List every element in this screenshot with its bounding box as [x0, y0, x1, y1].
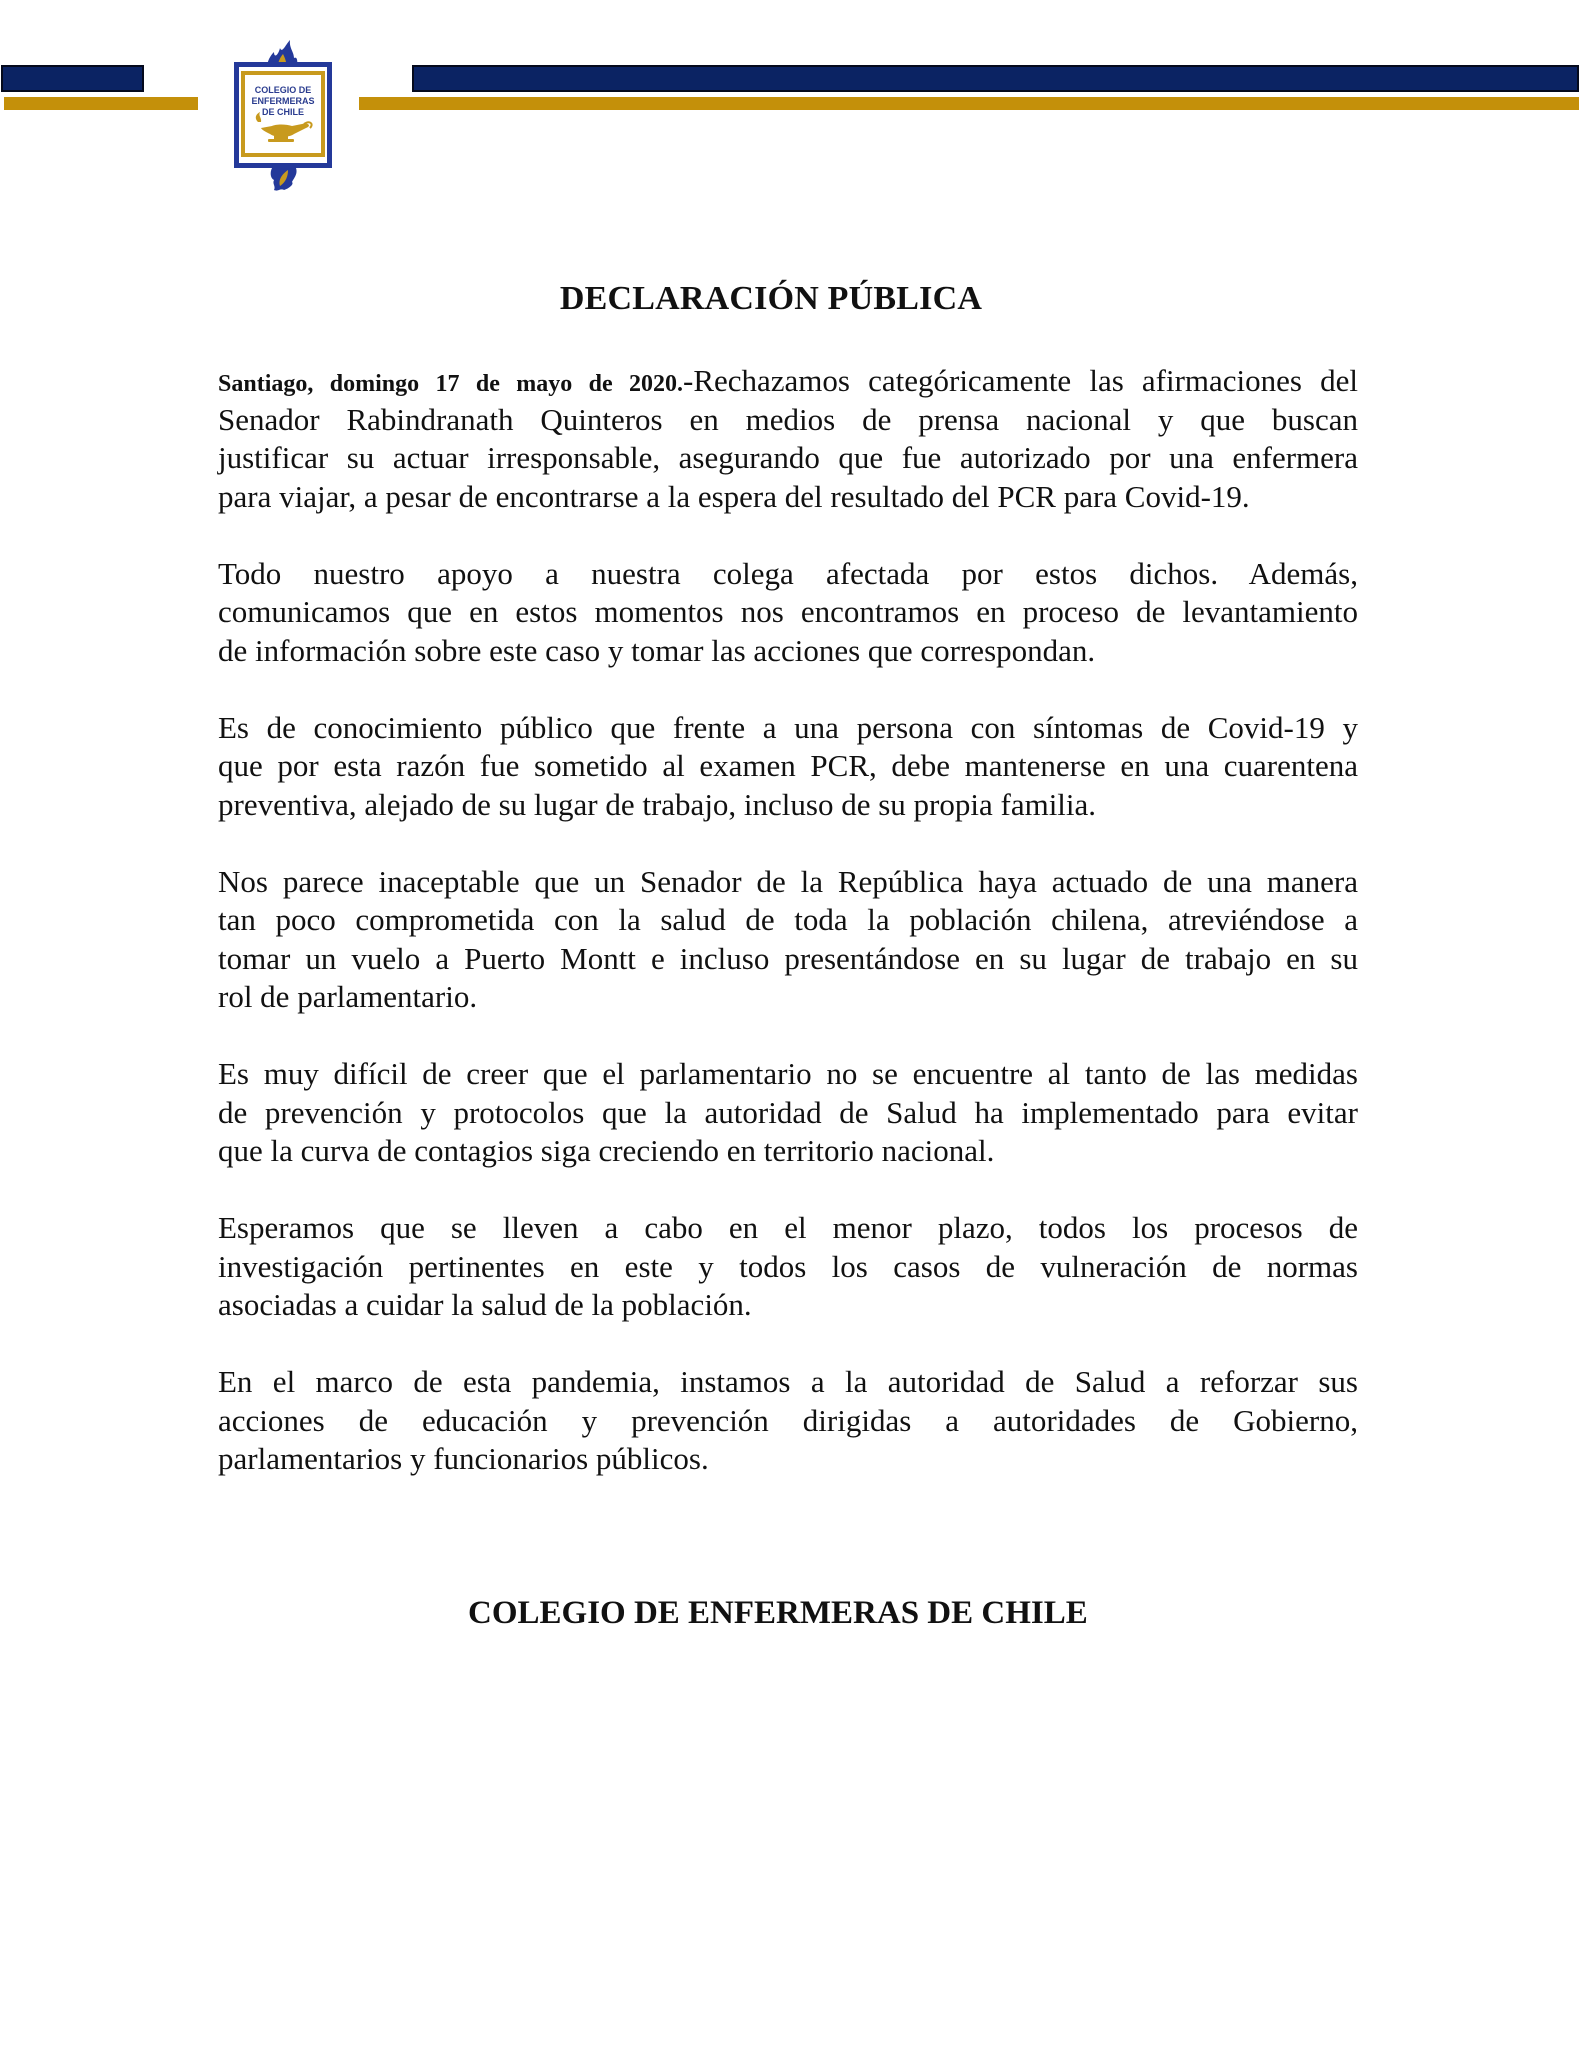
paragraph-6 — [218, 1209, 1358, 1325]
header-bar-left-gold — [4, 97, 198, 110]
paragraph-line: investigación pertinentes en este y todos los casos de vulneración de normas — [218, 1248, 1358, 1284]
header-bar-right-gold — [359, 97, 1579, 110]
header-bar-right-navy — [412, 65, 1579, 92]
paragraph-line: Todo nuestro apoyo a nuestra colega afectada por estos dichos. Además, — [218, 555, 1358, 591]
header-bar-left-navy — [1, 65, 144, 92]
paragraph-line: que por esta razón fue sometido al examen PCR, debe mantenerse en una cuarentena — [218, 748, 1358, 783]
paragraph-line: Senador Rabindranath Quinteros en medios de prensa nacional y que buscan — [218, 401, 1358, 437]
paragraph-line: asociadas a cuidar la salud de la población. — [218, 1287, 752, 1322]
logo-text-line-3: DE CHILE — [261, 107, 305, 117]
bottom-flame-icon — [271, 168, 297, 191]
logo-text-line-1: COLEGIO DE — [254, 85, 312, 95]
paragraph-line: parlamentarios y funcionarios públicos. — [218, 1441, 709, 1476]
paragraph-line: de prevención y protocolos que la autoridad de Salud ha implementado para evitar — [218, 1094, 1358, 1130]
date-location: Santiago, domingo 17 de mayo de 2020. — [218, 371, 683, 397]
document-body — [218, 362, 1358, 1517]
paragraph-line: Es muy difícil de creer que el parlamentario no se encuentre al tanto de las medidas — [218, 1056, 1358, 1091]
paragraph-3 — [218, 709, 1358, 825]
paragraph-line: preventiva, alejado de su lugar de trabajo, incluso de su propia familia. — [218, 786, 1097, 822]
paragraph-line: para viajar, a pesar de encontrarse a la espera del resultado del PCR para Covid-19. — [218, 478, 1250, 514]
paragraph-line: En el marco de esta pandemia, instamos a la autoridad de Salud a reforzar sus — [218, 1364, 1358, 1399]
logo-text-line-2: ENFERMERAS — [251, 96, 315, 106]
paragraph-line: de información sobre este caso y tomar las acciones que correspondan. — [218, 632, 1096, 668]
signature: COLEGIO DE ENFERMERAS DE CHILE — [468, 1595, 1088, 1631]
paragraph-line: acciones de educación y prevención dirigidas a autoridades de Gobierno, — [218, 1402, 1358, 1438]
paragraph-line: Es de conocimiento público que frente a una persona con síntomas de Covid-19 y — [218, 709, 1358, 745]
paragraph-text: -Rechazamos categóricamente las afirmaciones del — [683, 363, 1358, 398]
organization-logo — [228, 38, 338, 192]
paragraph-5 — [218, 1055, 1358, 1171]
paragraph-line: tomar un vuelo a Puerto Montt e incluso presentándose en su lugar de trabajo en su — [218, 940, 1358, 976]
paragraph-2 — [218, 555, 1358, 671]
document-title: DECLARACIÓN PÚBLICA — [559, 280, 983, 317]
paragraph-line: que la curva de contagios siga creciendo en territorio nacional. — [218, 1133, 995, 1168]
paragraph-line: justificar su actuar irresponsable, asegurando que fue autorizado por una enfermera — [218, 440, 1358, 475]
paragraph-4 — [218, 863, 1358, 1017]
paragraph-line: Nos parece inaceptable que un Senador de la República haya actuado de una manera — [218, 863, 1358, 899]
paragraph-7 — [218, 1363, 1358, 1479]
paragraph-line — [218, 362, 1358, 401]
paragraph-line: tan poco comprometida con la salud de toda la población chilena, atreviéndose a — [218, 902, 1358, 937]
paragraph-line: Esperamos que se lleven a cabo en el menor plazo, todos los procesos de — [218, 1210, 1358, 1245]
paragraph-line: comunicamos que en estos momentos nos encontramos en proceso de levantamiento — [218, 594, 1358, 629]
paragraph-1 — [218, 362, 1358, 516]
paragraph-line: rol de parlamentario. — [218, 979, 478, 1014]
